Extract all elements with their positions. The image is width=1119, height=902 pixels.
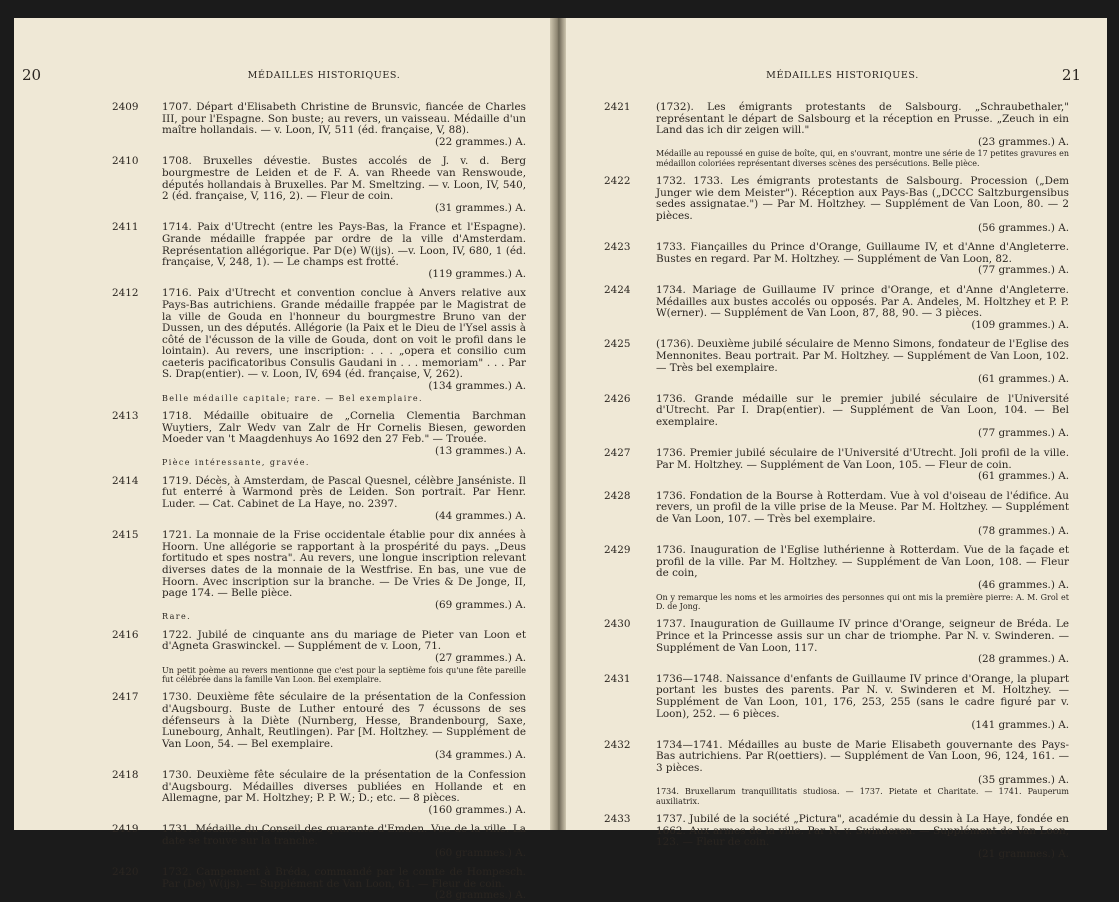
entry-text: 1719. Décès, à Amsterdam, de Pascal Quesnel, célèbre Janséniste. Il fut enterré à Warmond près de Leiden. Son portrait. Par Henr. Luder. — Cat. Cabinet de La Haye, no. 2397. [162,474,526,511]
left-running-title: MÉDAILLES HISTORIQUES. [247,70,401,81]
entry-text: 1736. Grande médaille sur le premier jubilé séculaire de l'Université d'Utrecht. Par I. Drap(entier). — Supplément de Van Loon, 104. — Bel exemplaire. [656,392,1069,428]
catalog-entry [112,474,526,522]
entry-text: 1707. Départ d'Elisabeth Christine de Brunsvic, fiancée de Charles III, pour l'Espagne. Son buste; au revers, un vaisseau. Médaille d'un maître hollandais. — v. Loon, IV, 511 (éd. française, V, 88). [162,101,526,137]
entry-text: 1736. Fondation de la Bourse à Rotterdam. Vue à vol d'oiseau de l'édifice. Au revers, un profil de la ville prise de la Meuse. Par M. Holtzhey. — Supplément de Van Loon, 107. — Très bel exemplaire. [656,489,1069,526]
entry-text: (1736). Deuxième jubilé séculaire de Menno Simons, fondateur de l'Eglise des Mennonites. Beau portrait. Par M. Holtzhey. — Supplément de Van Loon, 102. — Très bel exemplaire. [656,338,1069,374]
catalog-entry [604,241,1069,277]
entry-text: 1737. Inauguration de Guillaume IV prince d'Orange, seigneur de Bréda. Le Prince et la Princesse assis sur un char de triomphe. Par N. v. Swinderen. — Supplément de Van Loon, 117. [656,618,1069,654]
entry-text: 1708. Bruxelles dévestie. Bustes accolés de J. v. d. Berg bourgmestre de Leiden et de F. A. van Rheede van Renswoude, députés hollandais à Bruxelles. Par M. Smeltzing. — v. Loon, IV, 540, 2 (éd. française, V, 116, 2). — Fleur de coin. [162,155,526,203]
entry-weight: (78 grammes.) A. [977,524,1069,537]
catalog-entry [112,529,526,622]
catalog-entry [604,283,1069,331]
entry-number: 2416 [112,628,139,641]
catalog-entry [112,410,526,468]
entry-number: 2432 [604,738,631,751]
entry-number: 2409 [112,101,139,113]
catalog-entry [604,812,1069,860]
entry-text: 1730. Deuxième fête séculaire de la présentation de la Confession d'Augsbourg. Buste de Luther entouré des 7 écussons de ses défenseurs à la Diète (Nurnberg, Hesse, Brandenbourg, Saxe, Lunebourg, Anhalt, Reutlingen). Par [M. Holtzhey. — Supplément de Van Loon, 54. — Bel exemplaire. [162,691,526,750]
entry-weight: (34 grammes.) A. [434,749,526,762]
entry-weight: (77 grammes.) A. [977,264,1069,277]
entry-number: 2410 [112,155,139,168]
right-running-head [616,66,1081,88]
entry-note: Rare. [162,612,192,622]
entry-number: 2412 [112,287,139,300]
catalog-entry [112,101,526,148]
entry-number: 2411 [112,221,139,234]
entry-weight: (160 grammes.) A. [428,803,526,816]
entry-weight: (56 grammes.) A. [977,221,1069,234]
entry-number: 2425 [604,338,631,351]
entry-weight: (60 grammes.) A. [434,846,526,859]
entry-number: 2430 [604,618,631,631]
right-page-number: 21 [1061,66,1081,84]
catalog-entry [112,823,526,859]
entry-text: 1733. Fiançailles du Prince d'Orange, Guillaume IV, et d'Anne d'Angleterre. Bustes en regard. Par M. Holtzhey. — Supplément de Van Loon, 82. [656,241,1069,265]
catalog-entry [604,175,1069,234]
catalog-entry [112,221,526,280]
entry-number: 2429 [604,544,631,557]
entry-weight: (61 grammes.) A. [977,470,1069,483]
entry-number: 2427 [604,447,631,460]
entry-weight: (23 grammes.) A. [977,135,1069,148]
catalog-entry [604,618,1069,666]
entry-number: 2420 [112,866,139,879]
entry-number: 2413 [112,410,139,423]
entry-number: 2415 [112,529,139,542]
entry-note: Belle médaille capitale; rare. — Bel exemplaire. [162,393,423,403]
entry-text: (1732). Les émigrants protestants de Salsbourg. „Schraubethaler," représentant le départ de Salsbourg et la réception en Prusse. „Zeuch in ein Land das ich dir zeigen will." [656,101,1069,137]
entry-number: 2422 [604,175,631,188]
entry-weight: (28 grammes.) A. [977,653,1069,666]
entry-number: 2419 [112,823,139,836]
catalog-entry [604,392,1069,440]
entry-weight: (46 grammes.) A. [977,579,1069,591]
entry-weight: (31 grammes.) A. [434,201,526,214]
entry-text: 1714. Paix d'Utrecht (entre les Pays-Bas, la France et l'Espagne). Grande médaille frappée par ordre de la ville d'Amsterdam. Représentation allégorique. Par D(e) W(ijs). —v. Loon, IV, 680, 1 (éd. française, V, 248, 1). — Le champs est frotté. [162,221,526,269]
catalog-entry [112,866,526,902]
entry-note: Médaille au repoussé en guise de boîte, qui, en s'ouvrant, montre une série de 17 petites gravures en médaillon coloriées représentant diverses scènes des persécutions. Belle pièce. [656,149,1069,168]
right-page [566,18,1107,860]
entry-weight: (109 grammes.) A. [971,318,1069,331]
right-running-title: MÉDAILLES HISTORIQUES. [766,70,919,81]
catalog-entry [112,768,526,816]
entry-text: 1734. Mariage de Guillaume IV prince d'Orange, et d'Anne d'Angleterre. Médailles aux bustes accolés ou opposés. Par A. Andeles, M. Holtzhey et P. P. W(erner). — Supplément de Van Loon, 87, 88, 90. — 3 pièces. [656,283,1069,320]
entry-note: Un petit poème au revers mentionne que c'est pour la septième fois qu'une fête pareille fut célébrée dans la famille Van Loon. Bel exemplaire. [162,665,526,684]
left-page-number: 20 [22,66,42,84]
catalog-entry [112,691,526,762]
left-entries [112,101,526,902]
entry-number: 2423 [604,241,631,254]
entry-number: 2426 [604,392,631,405]
right-entries [604,101,1069,860]
entry-weight: (69 grammes.) A. [434,598,526,611]
catalog-entry [112,155,526,214]
entry-number: 2428 [604,489,631,502]
entry-weight: (35 grammes.) A. [977,773,1069,786]
entry-weight: (28 grammes.) A. [434,889,526,902]
entry-text: 1731. Médaille du Conseil des quarante d'Emden. Vue de la ville. La date se trouve sur la tranche. [162,823,526,847]
entry-text: 1730. Deuxième fête séculaire de la présentation de la Confession d'Augsbourg. Médailles diverses publiées en Hollande et en Allemagne, par M. Holtzhey; P. P. W.; D.; etc. — 8 pièces. [162,768,526,805]
entry-text: 1721. La monnaie de la Frise occidentale établie pour dix années à Hoorn. Une allégorie se rapportant à la prospérité du pays. „Deus fortitudo et spes nostra". Au revers, une longue inscription relevant diverses dates de la monnaie de la Westfrise. En bas, une vue de Hoorn. Avec inscription sur la branche. — De Vries & De Jonge, II, page 174. — Belle pièce. [162,529,526,600]
entry-weight: (13 grammes.) A. [434,444,526,457]
entry-weight: (134 grammes.) A. [428,380,526,393]
catalog-entry [604,101,1069,168]
left-page [14,18,550,902]
entry-number: 2424 [604,283,631,296]
left-running-head [22,66,526,88]
catalog-entry [112,287,526,403]
entry-weight: (27 grammes.) A. [434,651,526,664]
catalog-entry [604,672,1069,732]
entry-text: 1732. Campement à Bréda, commandé par le comte de Hompesch. Par (De) W(ijs). — Supplément de Van Loon, 61. — Fleur de coin. [162,866,526,890]
entry-text: 1736—1748. Naissance d'enfants de Guillaume IV prince d'Orange, la plupart portant les bustes des parents. Par N. v. Swinderen et M. Holtzhey. — Supplément de Van Loon, 101, 176, 253, 255 (sans le cadre figuré par v. Loon), 252. — 6 pièces. [656,672,1069,720]
entry-weight: (141 grammes.) A. [971,719,1069,732]
entry-number: 2431 [604,672,631,685]
entry-weight: (21 grammes.) A. [977,847,1069,860]
entry-number: 2421 [604,101,631,113]
catalog-entry [604,447,1069,483]
entry-number: 2433 [604,812,631,825]
entry-text: 1716. Paix d'Utrecht et convention conclue à Anvers relative aux Pays-Bas autrichiens. Grande médaille frappée par le Magistrat de la ville de Gouda en l'honneur du bourgmestre Bruno van der Dussen, un des députés. Allégorie (la Paix et le Dieu de l'Ysel assis à côté de l'écusson de la ville de Gouda, dont on voit le profil dans le lointain). Au revers, une inscription: . . . „opera et consilio cum caeteris pacificatoribus Consulis Gaudani in . . . memoriam" . . . Par S. Drap(entier). — v. Loon, IV, 694 (éd. française, V, 262). [162,287,526,381]
catalog-entry [112,628,526,685]
entry-note: Pièce intéressante, gravée. [162,458,310,468]
entry-weight: (77 grammes.) A. [977,427,1069,440]
entry-weight: (22 grammes.) A. [434,135,526,148]
entry-note: 1734. Bruxellarum tranquillitatis studiosa. — 1737. Pietate et Charitate. — 1741. Pauperum auxiliatrix. [656,787,1069,806]
catalog-entry [604,338,1069,386]
entry-text: 1736. Premier jubilé séculaire de l'Université d'Utrecht. Joli profil de la ville. Par M. Holtzhey. — Supplément de Van Loon, 105. — Fleur de coin. [656,447,1069,471]
entry-text: 1718. Médaille obituaire de „Cornelia Clementia Barchman Wuytiers, Zalr Wedv van Zalr de Hr Cornelis Biesen, geworden Moeder van 't Maagdenhuys Ao 1692 den 27 Feb." — Trouée. [162,410,526,446]
entry-text: 1722. Jubilé de cinquante ans du mariage de Pieter van Loon et d'Agneta Graswinckel. — Supplément de v. Loon, 71. [162,628,526,653]
book-gutter [550,18,566,830]
entry-text: 1737. Jubilé de la société „Pictura", académie du dessin à La Haye, fondée en 1662. Aux armes de la ville. Par N. v. Swinderen. — Supplément de Van Loon, 123. — Fleur de coin. [656,812,1069,849]
entry-weight: (61 grammes.) A. [977,373,1069,386]
entry-number: 2414 [112,474,139,487]
entry-note: On y remarque les noms et les armoiries des personnes qui ont mis la première pierre: A. M. Grol et D. de Jong. [656,592,1069,611]
entry-weight: (119 grammes.) A. [428,267,526,280]
entry-text: 1734—1741. Médailles au buste de Marie Elisabeth gouvernante des Pays-Bas autrichiens. Par R(oettiers). — Supplément de Van Loon, 96, 124, 161. — 3 pièces. [656,738,1069,774]
entry-text: 1736. Inauguration de l'Eglise luthérienne à Rotterdam. Vue de la façade et profil de la ville. Par M. Holtzhey. — Supplément de Van Loon, 108. — Fleur de coin, [656,544,1069,580]
entry-weight: (44 grammes.) A. [434,509,526,522]
catalog-entry [604,544,1069,611]
entry-text: 1732. 1733. Les émigrants protestants de Salsbourg. Procession („Dem Junger wie dem Meister"). Réception aux Pays-Bas („DCCC Saltzburgensibus sedes assignatae.") — Par M. Holtzhey. — Supplément de Van Loon, 80. — 2 pièces. [656,175,1069,222]
catalog-entry [604,489,1069,537]
entry-number: 2417 [112,691,139,704]
catalog-entry [604,738,1069,806]
entry-number: 2418 [112,768,139,781]
